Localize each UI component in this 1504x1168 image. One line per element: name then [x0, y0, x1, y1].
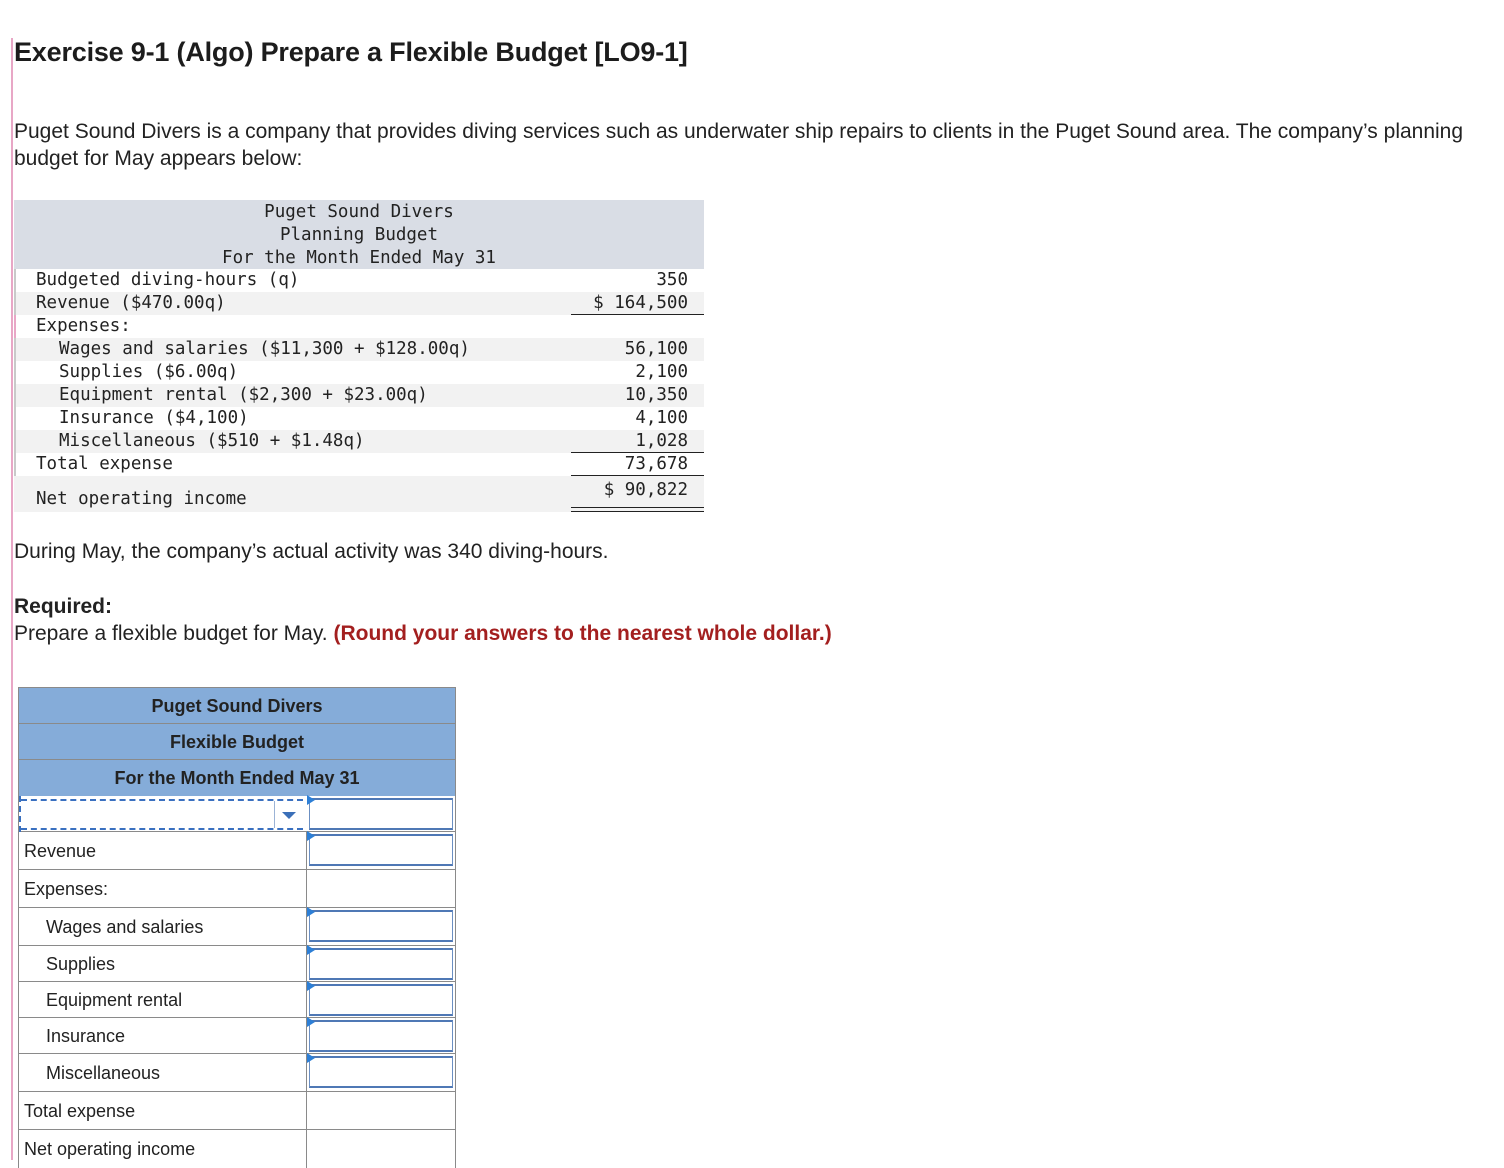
- dropdown-toggle[interactable]: [274, 801, 303, 828]
- required-instruction: Prepare a flexible budget for May.: [14, 622, 328, 645]
- input-flag-icon: [307, 1053, 315, 1063]
- pb-label: Supplies ($6.00q): [59, 362, 239, 382]
- fb-row-wages: [18, 908, 456, 946]
- double-underline: [571, 507, 704, 512]
- input-flag-icon: [307, 945, 315, 955]
- fb-label-cell: [19, 1018, 307, 1053]
- fb-input-cell: [307, 1054, 455, 1091]
- fb-label: Equipment rental: [46, 990, 183, 1010]
- activity-dropdown[interactable]: [21, 799, 303, 830]
- fb-label-cell: [19, 908, 307, 945]
- planning-budget-table: [14, 200, 704, 512]
- fb-empty-cell: [307, 870, 455, 907]
- pb-amount: 73,678: [624, 454, 688, 474]
- fb-input-cell: [307, 946, 455, 981]
- wages-input[interactable]: [309, 910, 453, 942]
- page-title: Exercise 9-1 (Algo) Prepare a Flexible Budget [LO9-1]: [14, 37, 688, 67]
- pb-label: Equipment rental ($2,300 + $23.00q): [59, 385, 428, 405]
- fb-input-cell: [307, 908, 455, 945]
- input-flag-icon: [307, 831, 315, 841]
- input-flag-icon: [307, 981, 315, 991]
- fb-empty-cell: [307, 1130, 455, 1168]
- supplies-input[interactable]: [309, 948, 453, 980]
- input-flag-icon: [307, 1017, 315, 1027]
- fb-label: Miscellaneous: [46, 1063, 161, 1083]
- pb-label: Total expense: [36, 454, 173, 474]
- budget-name: Planning Budget: [279, 225, 439, 245]
- fb-input-cell: [307, 982, 455, 1017]
- pb-amount: 56,100: [624, 339, 688, 359]
- fb-label-cell: [19, 832, 307, 869]
- pb-amount: 350: [656, 270, 688, 290]
- fb-label-cell: [19, 1054, 307, 1091]
- fb-label: Total expense: [24, 1101, 136, 1121]
- fb-label-cell: [19, 946, 307, 981]
- fb-label: Expenses:: [24, 879, 109, 899]
- row-divider: [14, 315, 16, 338]
- pb-label: Miscellaneous ($510 + $1.48q): [59, 431, 365, 451]
- fb-activity-input-cell: [307, 796, 455, 831]
- fb-label: Revenue: [24, 841, 97, 861]
- left-accent-rule: [11, 38, 13, 1160]
- activity-input[interactable]: [309, 798, 453, 830]
- input-flag-icon: [307, 795, 315, 805]
- pb-label: Revenue ($470.00q): [36, 293, 226, 313]
- fb-row-net-income: [18, 1130, 456, 1168]
- fb-label-cell: [19, 982, 307, 1017]
- flexible-budget-table: [18, 687, 456, 1168]
- pb-row-expenses-heading: [14, 315, 704, 338]
- fb-label-cell: [19, 870, 307, 907]
- pb-label: Expenses:: [36, 316, 131, 336]
- pb-row-total-expense: [14, 453, 704, 476]
- equipment-input[interactable]: [309, 984, 453, 1016]
- fb-row-total-expense: [18, 1092, 456, 1130]
- pb-row-wages: [14, 338, 704, 361]
- insurance-input[interactable]: [309, 1020, 453, 1052]
- intro-paragraph: Puget Sound Divers is a company that provides diving services such as underwater ship repairs to clients in the Puget Sound area. The company’s planning budget for May appears below:: [14, 120, 1464, 170]
- fb-label: Wages and salaries: [46, 917, 204, 937]
- required-text: [14, 622, 832, 646]
- fb-row-insurance: [18, 1018, 456, 1054]
- pb-amount: 10,350: [624, 385, 688, 405]
- row-divider: [14, 269, 16, 315]
- pb-label: Budgeted diving-hours (q): [36, 270, 300, 290]
- revenue-input[interactable]: [309, 834, 453, 866]
- rounding-note: (Round your answers to the nearest whole dollar.): [333, 622, 832, 645]
- pb-row-hours: [14, 269, 704, 292]
- pb-label: Insurance ($4,100): [59, 408, 249, 428]
- fb-row-activity: [18, 796, 456, 832]
- pb-row-misc: [14, 430, 704, 453]
- company-name: Puget Sound Divers: [264, 202, 454, 222]
- actual-activity-text: During May, the company’s actual activity was 340 diving-hours.: [14, 540, 609, 563]
- fb-label-cell: [19, 1130, 307, 1168]
- pb-row-insurance: [14, 407, 704, 430]
- fb-activity-cell: [19, 796, 307, 831]
- pb-amount: 4,100: [635, 408, 688, 428]
- pb-amount: 1,028: [635, 431, 688, 451]
- row-divider: [14, 338, 16, 476]
- chevron-down-icon: [282, 812, 296, 819]
- pb-label: Net operating income: [36, 489, 247, 509]
- fb-input-cell: [307, 832, 455, 869]
- pb-amount: 2,100: [635, 362, 688, 382]
- fb-row-expenses-heading: [18, 870, 456, 908]
- pb-label: Wages and salaries ($11,300 + $128.00q): [59, 339, 470, 359]
- fb-header-company: Puget Sound Divers: [18, 687, 456, 723]
- budget-period: For the Month Ended May 31: [222, 248, 496, 268]
- fb-header-period: For the Month Ended May 31: [18, 759, 456, 796]
- pb-row-revenue: [14, 292, 704, 315]
- planning-budget-header: [14, 200, 704, 269]
- fb-input-cell: [307, 1018, 455, 1053]
- pb-row-supplies: [14, 361, 704, 384]
- fb-row-revenue: [18, 832, 456, 870]
- fb-label-cell: [19, 1092, 307, 1129]
- fb-label: Supplies: [46, 954, 116, 974]
- fb-empty-cell: [307, 1092, 455, 1129]
- fb-label: Insurance: [46, 1026, 126, 1046]
- fb-row-equipment: [18, 982, 456, 1018]
- fb-label: Net operating income: [24, 1139, 196, 1159]
- misc-input[interactable]: [309, 1056, 453, 1088]
- required-heading: Required:: [14, 595, 113, 618]
- fb-row-misc: [18, 1054, 456, 1092]
- fb-row-supplies: [18, 946, 456, 982]
- pb-amount: $ 164,500: [593, 293, 688, 313]
- pb-amount: $ 90,822: [603, 480, 688, 500]
- input-flag-icon: [307, 907, 315, 917]
- pb-row-net-income: [14, 476, 704, 512]
- pb-row-equipment: [14, 384, 704, 407]
- fb-header-title: Flexible Budget: [18, 723, 456, 759]
